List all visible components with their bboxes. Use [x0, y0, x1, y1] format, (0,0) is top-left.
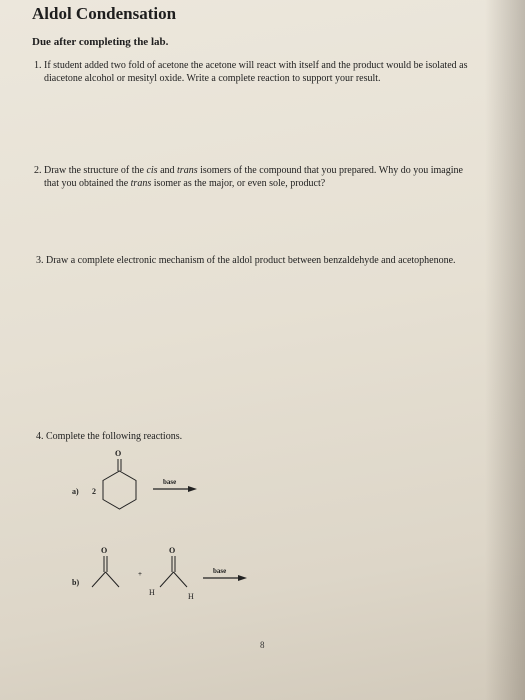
- reaction-b-reagent: base: [213, 567, 227, 575]
- reaction-b-oxygen-2: O: [169, 546, 176, 555]
- cyclohexanone-structure-icon: [100, 452, 150, 517]
- reaction-b-h2: H: [188, 592, 194, 601]
- question-3-number: 3.: [36, 255, 44, 266]
- question-2-text-e: isomer as the major, or even sole, product?: [151, 178, 326, 189]
- question-1-line1: If student added two fold of acetone the acetone will react with itself and the product would be isolated as: [44, 60, 468, 71]
- question-2-text-b: and: [157, 165, 178, 176]
- reaction-b-plus: +: [138, 570, 142, 578]
- acetaldehyde-structure-icon: [150, 552, 196, 597]
- question-4: [36, 430, 506, 443]
- reaction-b-h1: H: [149, 588, 155, 597]
- reaction-a-oxygen: O: [115, 449, 122, 458]
- question-2-text-a: Draw the structure of the: [44, 165, 147, 176]
- question-3-text: Draw a complete electronic mechanism of the aldol product between benzaldehyde and acetophenone.: [46, 255, 456, 266]
- question-1-line2: diacetone alcohol or mesityl oxide. Write a complete reaction to support your result.: [44, 73, 381, 84]
- question-2-text-c: isomers of the compound that you prepared. Why do you imagine: [197, 165, 463, 176]
- question-1-number: 1.: [34, 60, 42, 71]
- acetone-structure-icon: [88, 552, 128, 592]
- question-4-number: 4.: [36, 431, 44, 442]
- reaction-a-arrow-icon: [152, 484, 198, 494]
- reaction-a-reagent: base: [163, 478, 177, 486]
- question-4-text: Complete the following reactions.: [46, 431, 183, 442]
- question-3: [36, 254, 506, 267]
- question-2-line2: [34, 177, 504, 190]
- question-2-cis: cis: [146, 165, 158, 176]
- reaction-a-coefficient: 2: [92, 487, 96, 496]
- page-title: Aldol Condensation: [32, 4, 177, 23]
- question-1: [34, 59, 504, 85]
- question-2: [34, 164, 504, 190]
- reaction-b-arrow-icon: [202, 573, 248, 583]
- page-shadow: [485, 0, 525, 700]
- reaction-b-label: b): [72, 578, 80, 587]
- due-note: Due after completing the lab.: [32, 36, 169, 48]
- reaction-a-label: a): [72, 487, 79, 496]
- question-2-text-d: that you obtained the: [44, 178, 131, 189]
- question-2-number: 2.: [34, 165, 42, 176]
- reaction-b-oxygen-1: O: [101, 546, 108, 555]
- page-number: 8: [260, 640, 265, 650]
- question-2-trans2: trans: [130, 178, 152, 189]
- question-2-trans: trans: [177, 165, 198, 176]
